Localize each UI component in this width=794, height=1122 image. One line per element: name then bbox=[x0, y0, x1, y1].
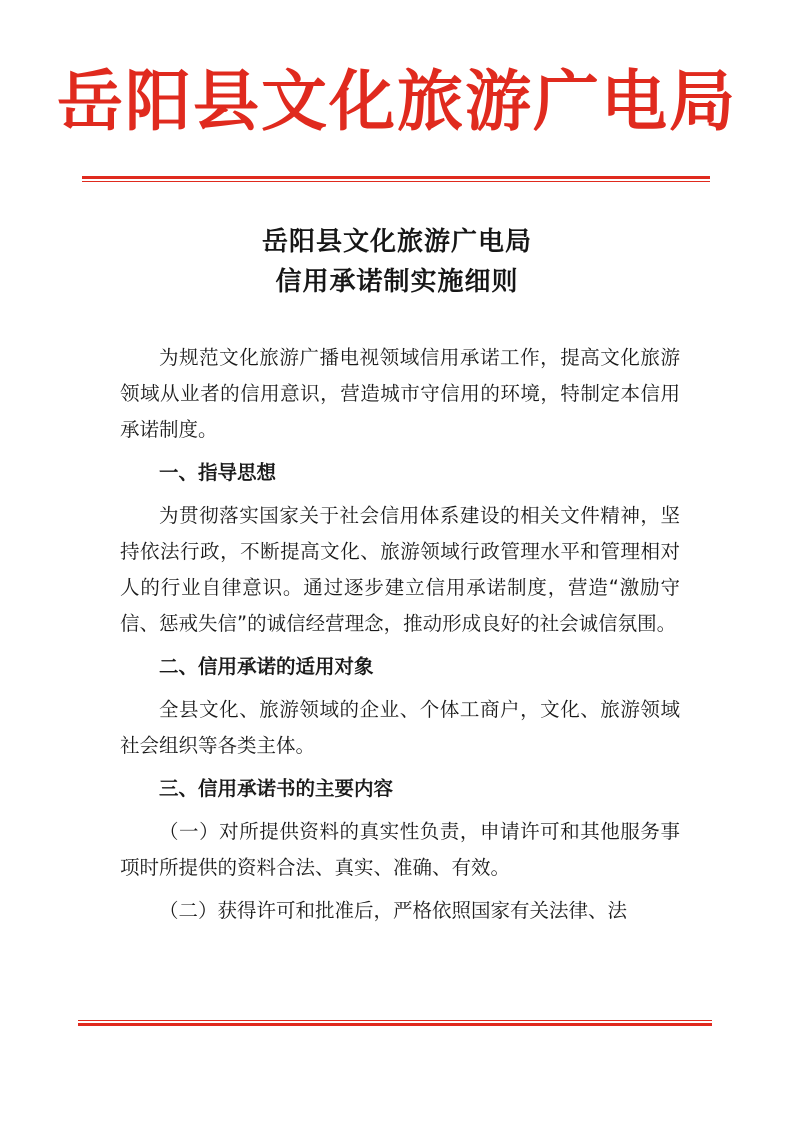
intro-paragraph: 为规范文化旅游广播电视领域信用承诺工作，提高文化旅游领域从业者的信用意识，营造城市守信用的环境，特制定本信用承诺制度。 bbox=[120, 346, 680, 441]
section-3-paragraph-2: （二）获得许可和批准后，严格依照国家有关法律、法 bbox=[159, 899, 628, 922]
footer-divider bbox=[78, 1020, 712, 1026]
section-2-paragraph-1: 全县文化、旅游领域的企业、个体工商户，文化、旅游领域社会组织等各类主体。 bbox=[120, 698, 680, 757]
document-title bbox=[0, 222, 794, 302]
document-body bbox=[120, 340, 680, 936]
document-title-line2: 信用承诺制实施细则 bbox=[275, 267, 519, 297]
section-heading-3: 三、信用承诺书的主要内容 bbox=[159, 777, 394, 800]
section-heading-1: 一、指导思想 bbox=[159, 461, 277, 484]
section-1-paragraph-1: 为贯彻落实国家关于社会信用体系建设的相关文件精神，坚持依法行政，不断提高文化、旅游领域行政管理水平和管理相对人的行业自律意识。通过逐步建立信用承诺制度，营造“激励守信、惩戒失信”的诚信经营理念，推动形成良好的社会诚信氛围。 bbox=[120, 504, 680, 635]
divider-thick-line bbox=[78, 1023, 712, 1026]
divider-thin-line bbox=[78, 1020, 712, 1021]
section-heading-2: 二、信用承诺的适用对象 bbox=[159, 655, 374, 678]
divider-thick-line bbox=[82, 176, 710, 179]
letterhead-divider-top bbox=[82, 176, 710, 182]
letterhead-title: 岳阳县文化旅游广电局 bbox=[57, 62, 737, 140]
document-title-line1: 岳阳县文化旅游广电局 bbox=[261, 227, 532, 257]
divider-thin-line bbox=[82, 181, 710, 182]
section-3-paragraph-1: （一）对所提供资料的真实性负责，申请许可和其他服务事项时所提供的资料合法、真实、准确、有效。 bbox=[120, 820, 680, 879]
